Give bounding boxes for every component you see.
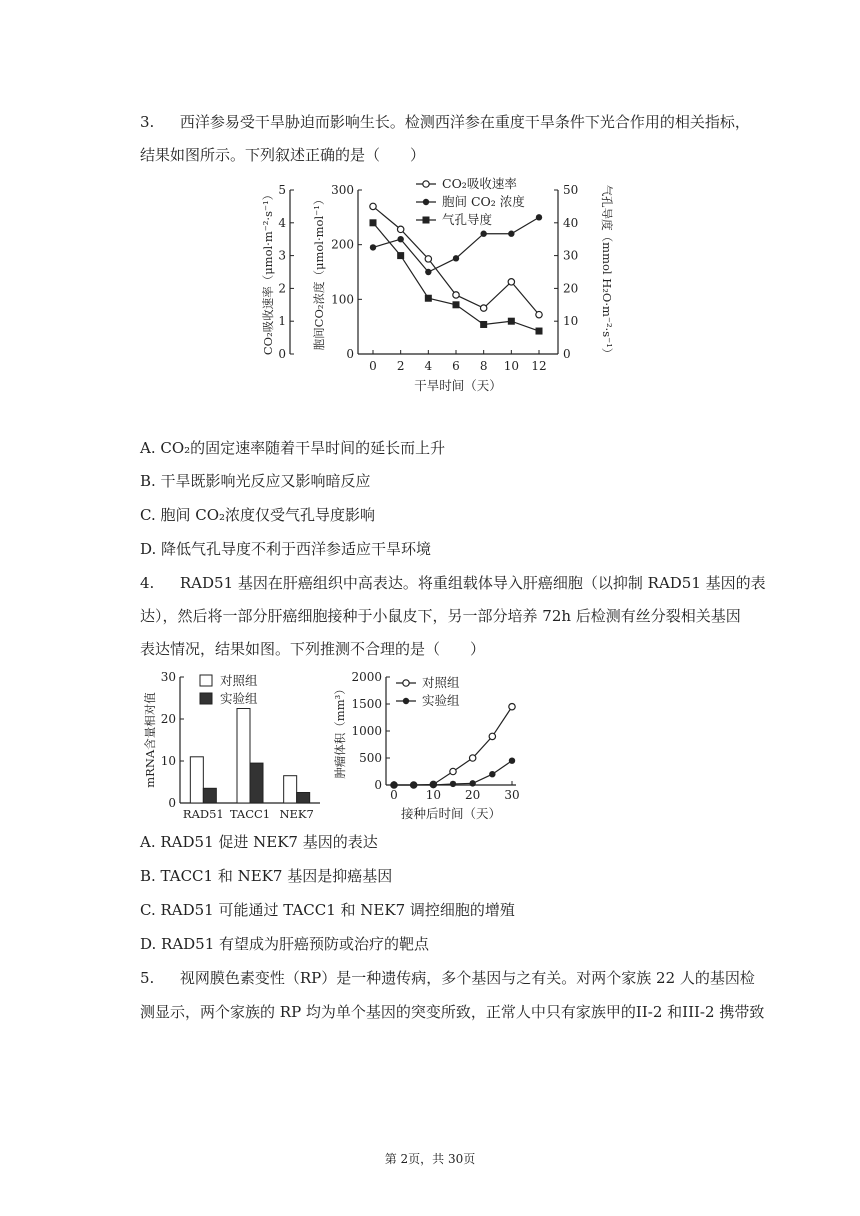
legend-label-1: 胞间 CO₂ 浓度 (442, 194, 525, 209)
legend-marker-1 (423, 199, 429, 205)
bar-legend-label-1: 实验组 (220, 691, 258, 706)
co2-rate-axis-tick-label: 4 (278, 215, 286, 230)
series-point-2 (536, 328, 543, 335)
q4-option-d[interactable]: D. RAD51 有望成为肝癌预防或治疗的靶点 (140, 935, 430, 953)
chart-mrna-bars (140, 665, 330, 825)
tumor-series-point-1 (430, 782, 436, 788)
tumor-x-tick-label: 20 (465, 788, 481, 802)
tumor-y-tick-label: 0 (374, 778, 382, 792)
legend-label-0: CO₂吸收速率 (442, 176, 517, 191)
bar-y-tick-label: 0 (168, 796, 176, 810)
series-point-0 (453, 292, 459, 298)
tumor-series-point-0 (469, 755, 475, 761)
q3-number: 3. (140, 113, 155, 131)
bar-y-tick-label: 30 (160, 670, 176, 684)
stomatal-axis-tick-label: 20 (563, 281, 579, 296)
tumor-legend-marker-1 (403, 698, 409, 704)
q5-stem-1: 视网膜色素变性（RP）是一种遗传病，多个基因与之有关。对两个家族 22 人的基因检 (179, 969, 755, 987)
bar-category-label: NEK7 (279, 807, 314, 821)
tumor-series-point-1 (489, 771, 495, 777)
bar-y-axis-label: mRNA含量相对值 (143, 692, 157, 788)
q3-stem-2: 结果如图所示。下列叙述正确的是（ ） (140, 146, 426, 164)
q3-line-1 (140, 112, 750, 132)
q4-stem-1: RAD51 基因在肝癌组织中高表达。将重组载体导入肝癌细胞（以抑制 RAD51 基因的表 (179, 574, 766, 592)
page-footer: 第 2页，共 30页 (384, 1152, 476, 1166)
series-point-1 (397, 236, 403, 242)
q4-number: 4. (140, 574, 155, 592)
q3-option-b[interactable]: B. 干旱既影响光反应又影响暗反应 (140, 472, 371, 490)
series-point-2 (425, 295, 432, 302)
intercellular-co2-axis-tick-label: 200 (331, 237, 354, 252)
tumor-legend-marker-0 (403, 680, 409, 686)
stomatal-axis-tick-label: 50 (563, 183, 579, 197)
series-point-0 (536, 311, 542, 317)
tumor-x-axis-label: 接种后时间（天） (400, 806, 502, 821)
legend-label-2: 气孔导度 (442, 212, 493, 227)
stomatal-axis-tick-label: 10 (563, 314, 579, 329)
series-point-0 (397, 226, 403, 232)
series-point-2 (480, 321, 487, 328)
chart-tumor-volume (330, 665, 530, 825)
series-point-2 (370, 219, 377, 226)
q5-number: 5. (140, 969, 155, 987)
legend-marker-0 (423, 181, 429, 187)
co2-rate-axis-tick-label: 2 (278, 281, 286, 296)
tumor-y-tick-label: 2000 (351, 670, 382, 684)
bar-TACC1-1 (250, 763, 263, 803)
intercellular-co2-axis-tick-label: 100 (331, 292, 354, 307)
q4-option-b[interactable]: B. TACC1 和 NEK7 基因是抑癌基因 (140, 867, 393, 885)
x-tick-label: 6 (452, 359, 460, 373)
q3-option-c[interactable]: C. 胞间 CO₂浓度仅受气孔导度影响 (140, 506, 376, 524)
x-tick-label: 0 (369, 359, 377, 373)
stomatal-axis-label: 气孔导度（mmol H₂O·m⁻²·s⁻¹） (600, 184, 614, 360)
x-axis-label: 干旱时间（天） (414, 378, 502, 393)
series-point-2 (508, 318, 515, 325)
tumor-y-tick-label: 1000 (351, 724, 382, 738)
x-tick-label: 10 (503, 359, 519, 373)
q3-option-d[interactable]: D. 降低气孔导度不利于西洋参适应干旱环境 (140, 540, 432, 558)
tumor-y-axis-label: 肿瘤体积（mm³） (333, 683, 347, 779)
tumor-y-tick-label: 1500 (351, 697, 382, 711)
tumor-series-point-0 (489, 733, 495, 739)
series-point-1 (370, 244, 376, 250)
stomatal-axis-tick-label: 30 (563, 248, 579, 263)
bar-NEK7-1 (297, 793, 310, 804)
series-point-1 (425, 269, 431, 275)
x-tick-label: 8 (479, 359, 488, 373)
intercellular-co2-axis-tick-label: 300 (331, 183, 354, 197)
tumor-x-tick-label: 0 (390, 788, 398, 802)
bar-TACC1-0 (237, 709, 250, 804)
intercellular-co2-axis-label: 胞间CO₂浓度（μmol·mol⁻¹） (312, 193, 326, 351)
series-point-1 (480, 231, 486, 237)
co2-rate-axis-tick-label: 0 (278, 347, 286, 361)
q5-stem-2: 测显示，两个家族的 RP 均为单个基因的突变所致，正常人中只有家族甲的II-2 和III-2 携带致 (140, 1003, 765, 1021)
q5-line-1 (140, 968, 755, 988)
tumor-series-point-1 (509, 758, 515, 764)
series-point-1 (508, 231, 514, 237)
series-point-1 (453, 255, 459, 261)
tumor-y-tick-label: 500 (359, 751, 382, 765)
q4-stem-3: 表达情况，结果如图。下列推测不合理的是（ ） (140, 640, 486, 658)
stomatal-axis-tick-label: 0 (563, 347, 571, 361)
q4-option-a[interactable]: A. RAD51 促进 NEK7 基因的表达 (140, 833, 378, 851)
co2-rate-axis-tick-label: 1 (278, 314, 286, 329)
tumor-x-tick-label: 30 (504, 788, 520, 802)
bar-legend-label-0: 对照组 (220, 673, 258, 688)
tumor-series-point-1 (391, 782, 397, 788)
x-tick-label: 12 (531, 359, 547, 373)
intercellular-co2-axis-tick-label: 0 (346, 347, 354, 361)
chart-photosynthesis (260, 172, 620, 402)
q4-line-1 (140, 573, 766, 593)
q3-stem-1: 西洋参易受干旱胁迫而影响生长。检测西洋参在重度干旱条件下光合作用的相关指标， (179, 113, 750, 131)
x-tick-label: 2 (396, 359, 405, 373)
bar-NEK7-0 (284, 776, 297, 803)
bar-RAD51-0 (190, 757, 203, 803)
q3-option-a[interactable]: A. CO₂的固定速率随着干旱时间的延长而上升 (140, 439, 446, 457)
tumor-legend-label-0: 对照组 (422, 675, 460, 690)
stomatal-axis-tick-label: 40 (563, 215, 579, 230)
tumor-series-point-1 (450, 781, 456, 787)
x-tick-label: 4 (424, 359, 433, 373)
tumor-series-point-0 (450, 768, 456, 774)
series-point-1 (536, 214, 542, 220)
tumor-series-point-1 (469, 780, 475, 786)
tumor-legend-label-1: 实验组 (422, 693, 460, 708)
bar-legend-swatch-1 (200, 693, 212, 704)
bar-y-tick-label: 20 (160, 712, 176, 726)
bar-RAD51-1 (203, 788, 216, 803)
series-point-0 (425, 256, 431, 262)
series-point-2 (397, 252, 404, 259)
series-point-0 (480, 305, 486, 311)
tumor-series-point-0 (509, 704, 515, 710)
q4-stem-2: 达），然后将一部分肝癌细胞接种于小鼠皮下，另一部分培养 72h 后检测有丝分裂相关基因 (140, 607, 741, 625)
co2-rate-axis-label: CO₂吸收速率（μmol·m⁻²·s⁻¹） (261, 188, 275, 356)
legend-marker-2 (423, 217, 430, 224)
series-point-2 (453, 301, 460, 308)
bar-category-label: TACC1 (229, 807, 271, 821)
bar-y-tick-label: 10 (160, 754, 176, 768)
series-point-0 (370, 203, 376, 209)
series-point-0 (508, 279, 514, 285)
co2-rate-axis-tick-label: 3 (278, 248, 286, 263)
co2-rate-axis-tick-label: 5 (278, 183, 286, 197)
bar-legend-swatch-0 (200, 675, 212, 686)
tumor-series-point-1 (410, 782, 416, 788)
tumor-x-tick-label: 10 (425, 788, 441, 802)
q4-option-c[interactable]: C. RAD51 可能通过 TACC1 和 NEK7 调控细胞的增殖 (140, 901, 515, 919)
bar-category-label: RAD51 (182, 807, 224, 821)
